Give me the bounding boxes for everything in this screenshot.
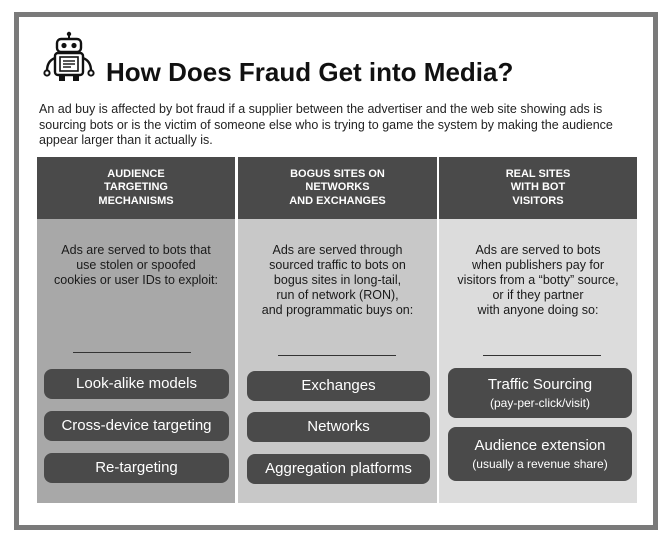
- heading-line: VISITORS: [512, 194, 564, 207]
- description-line: and programmatic buys on:: [261, 303, 414, 317]
- column-separator: [236, 157, 237, 503]
- description-line: with anyone doing so:: [477, 303, 599, 317]
- heading-line: BOGUS SITES ON: [290, 167, 385, 180]
- item-pill: [247, 454, 430, 484]
- item-note: (pay-per-click/visit): [489, 396, 590, 410]
- item-label: Networks: [307, 418, 370, 435]
- description-line: Ads are served to bots that: [61, 243, 211, 257]
- column-audience-targeting: [37, 157, 235, 503]
- infographic-frame: [14, 12, 658, 530]
- description-line: when publishers pay for: [471, 258, 605, 272]
- robot-icon: [41, 31, 97, 83]
- divider: [483, 355, 601, 356]
- item-pill: [247, 371, 430, 401]
- item-pill: [448, 368, 632, 418]
- divider: [278, 355, 396, 356]
- description-line: sourced traffic to bots on: [269, 258, 406, 272]
- column-heading: [439, 157, 637, 219]
- heading-line: TARGETING: [104, 181, 168, 194]
- column-heading: [238, 157, 437, 219]
- item-label: Exchanges: [301, 377, 376, 394]
- heading-line: NETWORKS: [305, 181, 370, 194]
- column-description: [242, 243, 433, 318]
- item-pill: [247, 412, 430, 442]
- description-line: run of network (RON),: [276, 288, 399, 302]
- item-label: Re-targeting: [95, 459, 178, 476]
- column-bogus-sites: [238, 157, 437, 503]
- item-label: Audience extension: [474, 437, 606, 454]
- item-label: Aggregation platforms: [265, 460, 412, 477]
- item-note: (usually a revenue share): [472, 457, 608, 471]
- description-line: use stolen or spoofed: [76, 258, 196, 272]
- column-body: [238, 219, 437, 503]
- column-separator: [437, 157, 438, 503]
- description-line: Ads are served to bots: [475, 243, 601, 257]
- description-line: visitors from a “botty” source,: [457, 273, 619, 287]
- description-line: bogus sites in long-tail,: [273, 273, 402, 287]
- column-body: [37, 219, 235, 503]
- column-heading: [37, 157, 235, 219]
- item-label: Cross-device targeting: [61, 417, 212, 434]
- item-pill: [448, 427, 632, 481]
- item-label: Traffic Sourcing: [487, 376, 593, 393]
- heading-line: AUDIENCE: [107, 167, 165, 180]
- heading-line: WITH BOT: [510, 181, 566, 194]
- item-label: Look-alike models: [76, 375, 197, 392]
- description-line: or if they partner: [492, 288, 584, 302]
- divider: [73, 352, 191, 353]
- heading-line: MECHANISMS: [98, 194, 174, 207]
- heading-line: AND EXCHANGES: [289, 194, 386, 207]
- intro-paragraph: An ad buy is affected by bot fraud if a supplier between the advertiser and the web site showing ads is sourcing bots or is the victim of someone else who is trying to game the system by making the audience appear larger than it actually is.: [39, 102, 613, 147]
- description-line: Ads are served through: [272, 243, 403, 257]
- page-title: How Does Fraud Get into Media?: [106, 57, 514, 87]
- heading-line: REAL SITES: [505, 167, 571, 180]
- item-pill: [44, 369, 229, 399]
- column-description: [41, 243, 231, 288]
- column-description: [443, 243, 633, 318]
- item-pill: [44, 453, 229, 483]
- description-line: cookies or user IDs to exploit:: [54, 273, 218, 287]
- column-body: [439, 219, 637, 503]
- item-pill: [44, 411, 229, 441]
- column-real-sites: [439, 157, 637, 503]
